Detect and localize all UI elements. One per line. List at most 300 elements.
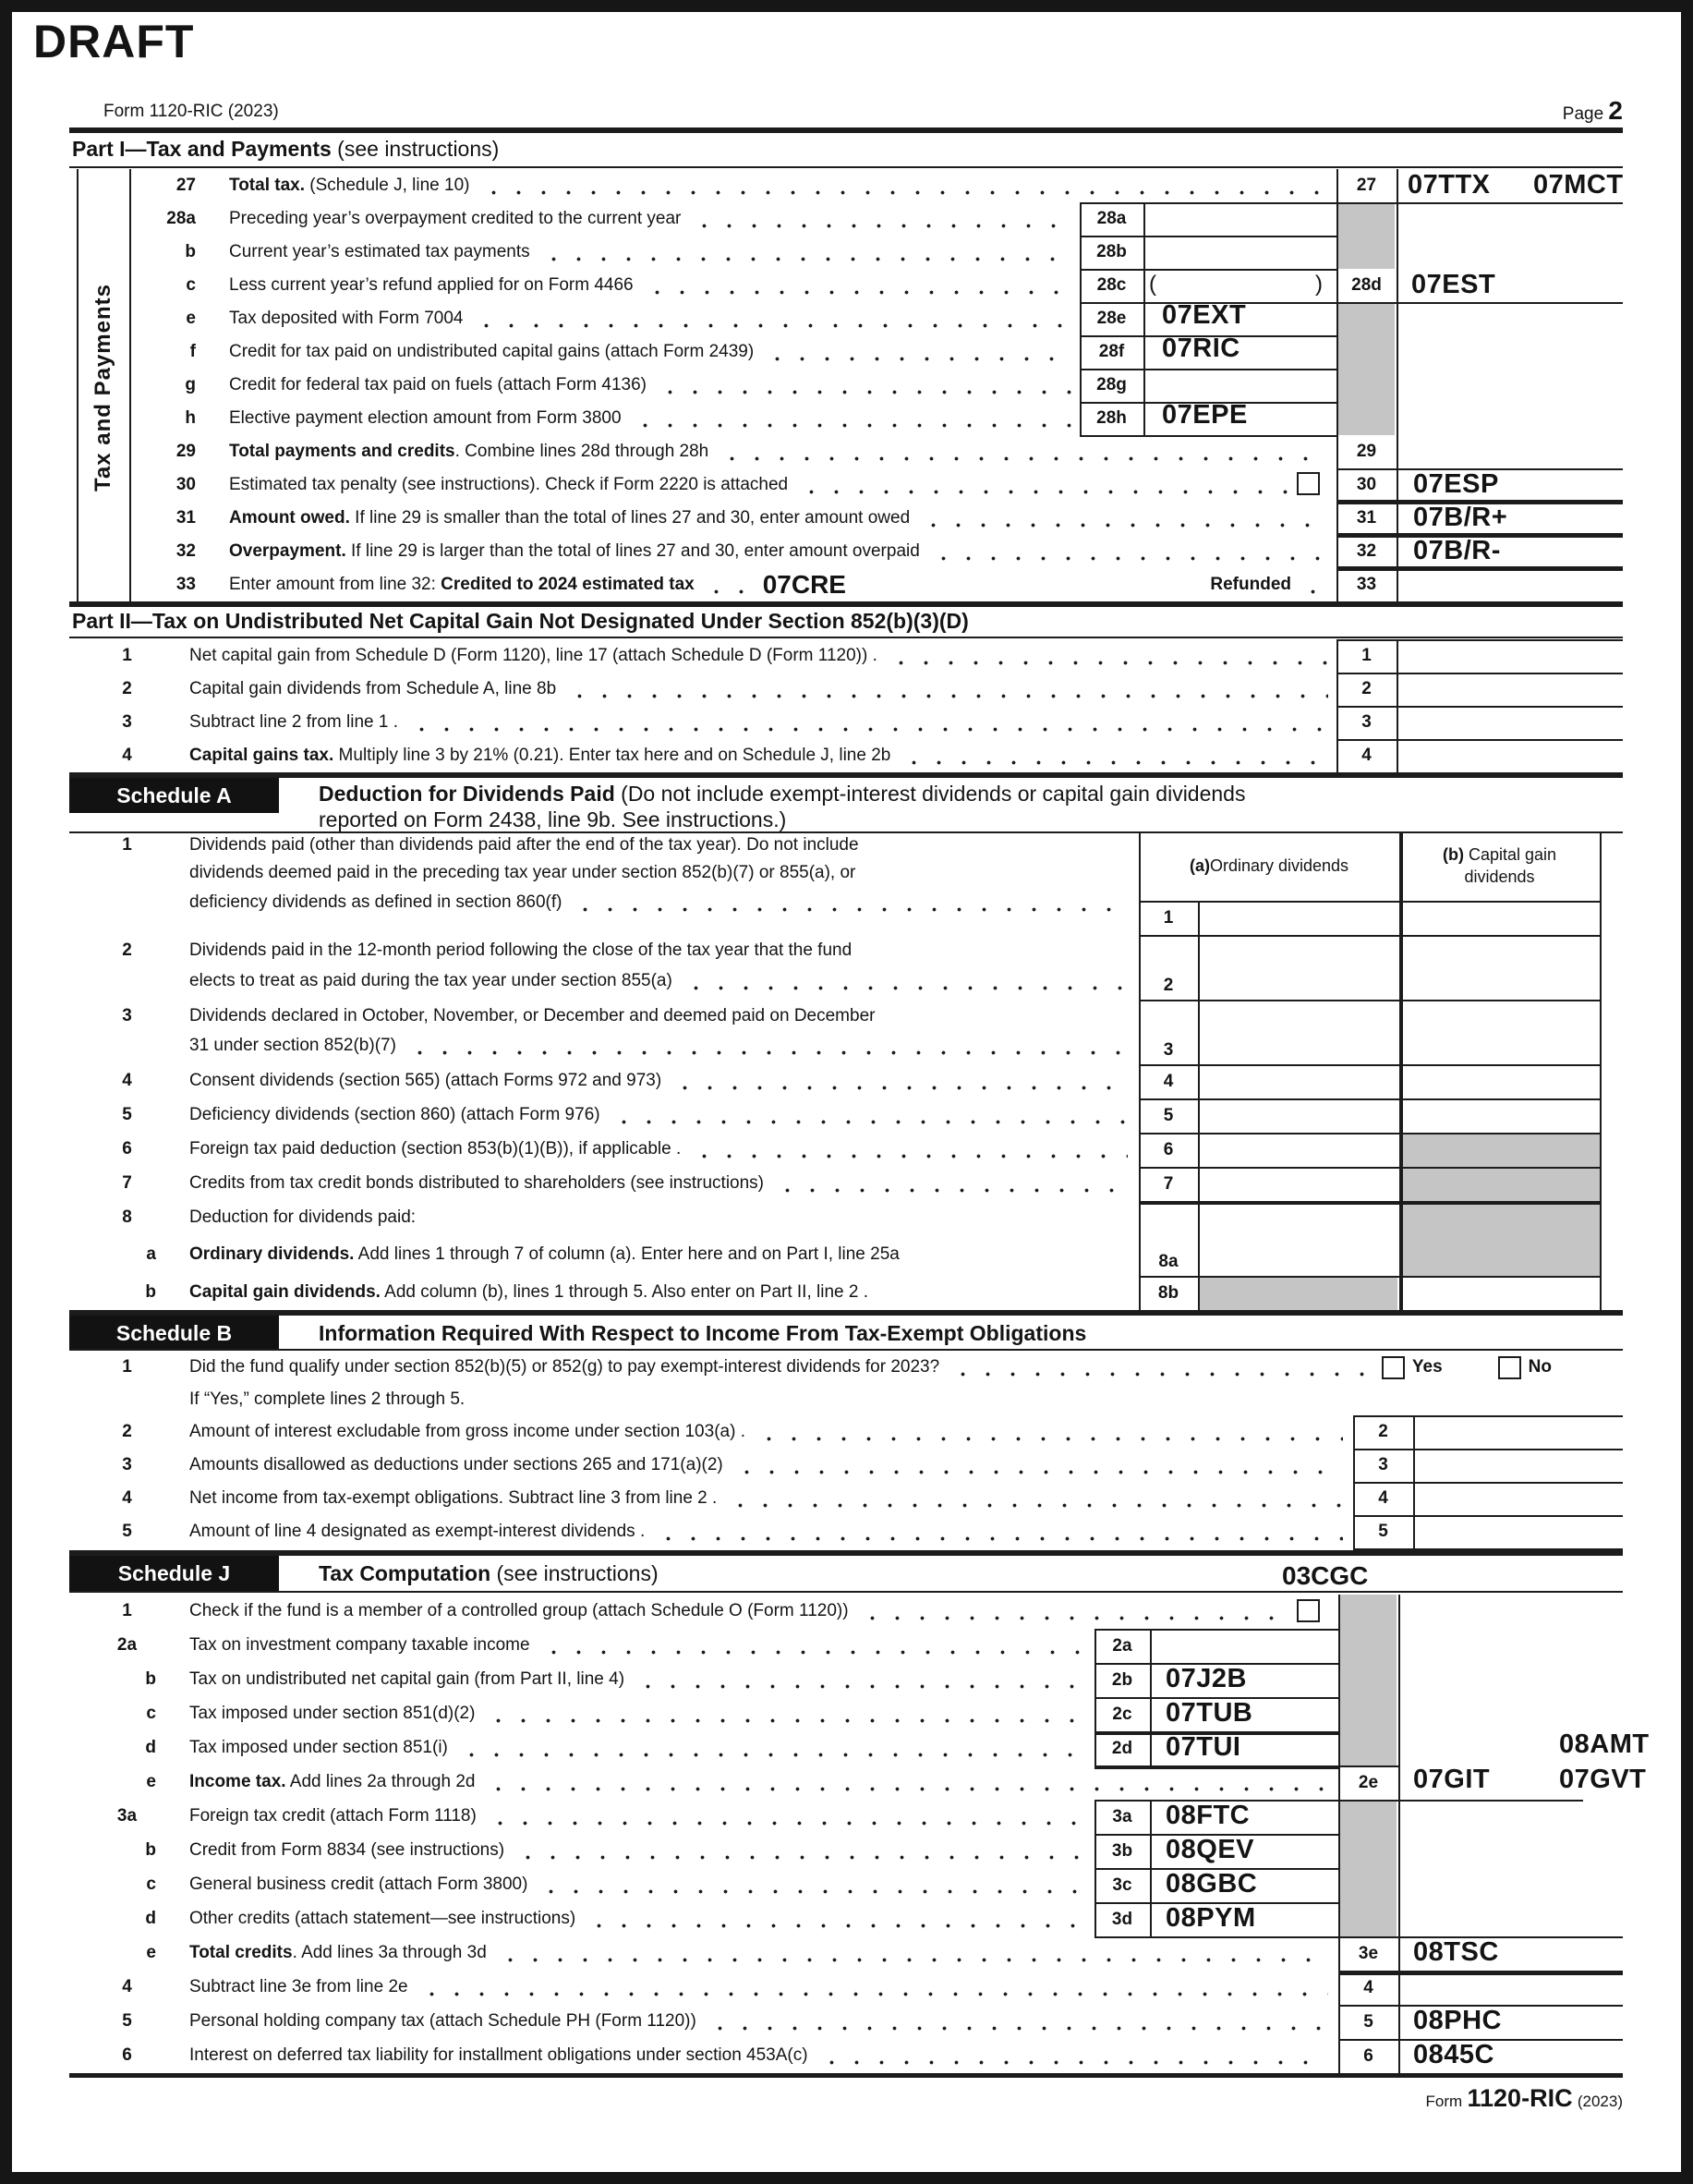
- code-08ftc: 08FTC: [1166, 1801, 1251, 1830]
- line-label: Tax imposed under section 851(i): [189, 1738, 448, 1757]
- dot-leader: [515, 1855, 1084, 1860]
- part1-row-32: [139, 535, 1332, 568]
- line-number: 5: [122, 2011, 132, 2031]
- schedA-row-8a: [92, 1238, 1131, 1271]
- box-label-p2-1: 1: [1361, 646, 1372, 665]
- code-07ric: 07RIC: [1162, 334, 1240, 363]
- schedA-row-3-line2: [189, 1032, 1131, 1060]
- code-07esp: 07ESP: [1413, 469, 1499, 499]
- schedJ-row-2a: [92, 1629, 1088, 1662]
- line-number: g: [185, 375, 196, 394]
- line-number: 28a: [166, 209, 196, 228]
- schedJ-row-3c: [92, 1868, 1088, 1901]
- line-label-bold: Overpayment.: [229, 541, 346, 561]
- dot-leader: [407, 1050, 1128, 1055]
- schedule-j-title-bold: Tax Computation: [319, 1561, 491, 1585]
- line-number: 2: [122, 679, 132, 698]
- schedule-a-title-line2: reported on Form 2438, line 9b. See instructions.): [319, 807, 787, 831]
- code-07gvt: 07GVT: [1559, 1765, 1647, 1794]
- line-number: c: [146, 1704, 156, 1723]
- amount-field-28g[interactable]: [1145, 370, 1335, 400]
- dot-leader: [573, 907, 1128, 912]
- no-label: No: [1528, 1357, 1552, 1377]
- line-number: 1: [122, 646, 132, 665]
- part1-sidebar-label: Tax and Payments: [91, 284, 115, 492]
- code-07epe: 07EPE: [1162, 400, 1248, 430]
- part2-row-4: [92, 739, 1332, 772]
- line-label-pre: Enter amount from line 32:: [229, 575, 441, 594]
- divider-line: [69, 601, 1623, 607]
- schedule-j-badge: Schedule J: [69, 1556, 279, 1591]
- dot-leader: [538, 1889, 1084, 1894]
- amount-field-a2b[interactable]: [1401, 967, 1598, 998]
- amount-field-a1b[interactable]: [1401, 903, 1598, 933]
- dot-leader: [704, 589, 759, 594]
- box-label-a6: 6: [1163, 1139, 1174, 1159]
- line-number: 4: [122, 746, 132, 765]
- box-label-a5: 5: [1163, 1105, 1174, 1125]
- amount-field-j4[interactable]: [1400, 1972, 1620, 2003]
- line-label: Deficiency dividends (section 860) (attach Form 976): [189, 1105, 600, 1124]
- box-label-a1: 1: [1163, 907, 1174, 928]
- line-number: 3: [122, 712, 132, 732]
- dot-leader: [541, 257, 1072, 261]
- dot-leader: [819, 2060, 1328, 2065]
- amount-field-b5[interactable]: [1415, 1517, 1620, 1547]
- dot-leader: [901, 760, 1328, 765]
- box-label-33: 33: [1356, 575, 1377, 594]
- line-label-bold: Total payments and credits: [229, 442, 455, 461]
- schedule-a-title: [319, 782, 1245, 807]
- line-label: Credit from Form 8834 (see instructions): [189, 1840, 505, 1860]
- line-number: b: [145, 1282, 156, 1302]
- dot-leader: [541, 1650, 1084, 1655]
- line-number: 1: [122, 835, 132, 855]
- dot-leader: [775, 1188, 1128, 1193]
- schedA-row-3-line1: [92, 1002, 1131, 1030]
- box-label-28a: 28a: [1096, 209, 1127, 228]
- schedA-row-7: [92, 1167, 1131, 1200]
- line-number: 31: [175, 508, 196, 528]
- dot-leader: [921, 523, 1328, 528]
- line-label: 31 under section 852(b)(7): [189, 1036, 396, 1055]
- line-label-bold: Capital gains tax.: [189, 746, 334, 765]
- part1-row-28b: [139, 236, 1076, 269]
- schedB-row-4: [92, 1482, 1347, 1515]
- line-label: [189, 1282, 868, 1303]
- schedule-j-title: [319, 1561, 659, 1586]
- code-07cre: 07CRE: [762, 570, 846, 599]
- line-label: [229, 575, 695, 595]
- schedule-b-badge: Schedule B: [69, 1316, 279, 1351]
- line-number: 4: [122, 1488, 132, 1508]
- dot-leader: [765, 357, 1072, 361]
- amount-field-28b[interactable]: [1145, 237, 1335, 267]
- line-label-bold: Income tax.: [189, 1772, 286, 1791]
- line-label-bold: Total tax.: [229, 176, 305, 195]
- part1-row-33: [139, 568, 1332, 601]
- draft-watermark: DRAFT: [33, 16, 195, 67]
- col-a-header-bold: (a): [1189, 856, 1210, 875]
- line-number: c: [186, 275, 196, 295]
- divider-line: [1336, 302, 1623, 304]
- amount-field-b2[interactable]: [1415, 1417, 1620, 1447]
- box-label-a4: 4: [1163, 1071, 1174, 1091]
- divider-line: [69, 772, 1623, 778]
- line-label: Credits from tax credit bonds distributed to shareholders (see instructions): [189, 1173, 764, 1193]
- line-label: Net income from tax-exempt obligations. Subtract line 3 from line 2 .: [189, 1488, 718, 1508]
- schedJ-row-3a: [92, 1800, 1088, 1833]
- line-number: 5: [122, 1522, 132, 1541]
- box-label-j3c: 3c: [1112, 1875, 1132, 1895]
- divider-line: [69, 2073, 1623, 2078]
- amount-field-a5a[interactable]: [1200, 1100, 1397, 1131]
- divider-line: [69, 1591, 1623, 1593]
- code-08gbc: 08GBC: [1166, 1869, 1258, 1899]
- col-a-header: [1139, 831, 1399, 901]
- amount-field-a5b[interactable]: [1401, 1100, 1598, 1131]
- box-label-j4: 4: [1363, 1977, 1373, 1997]
- refunded-label: Refunded: [1210, 575, 1291, 594]
- line-label: Deduction for dividends paid:: [189, 1207, 417, 1227]
- schedA-row-8b: [92, 1276, 1131, 1309]
- dot-leader: [683, 986, 1128, 990]
- line-label-bold: Amount owed.: [229, 508, 350, 528]
- line-number: 1: [122, 1601, 132, 1620]
- line-number: h: [185, 408, 196, 428]
- schedJ-row-2d: [92, 1731, 1088, 1765]
- line-number: 5: [122, 1105, 132, 1124]
- box-label-j5: 5: [1363, 2011, 1373, 2032]
- dot-leader: [860, 1616, 1285, 1620]
- dot-leader: [498, 1958, 1328, 1962]
- dot-leader: [734, 1470, 1343, 1474]
- code-07br-minus: 07B/R-: [1413, 536, 1501, 565]
- line-label: Dividends paid in the 12-month period following the close of the tax year that the fund: [189, 940, 853, 960]
- box-label-p2-4: 4: [1361, 746, 1372, 765]
- box-label-j3d: 3d: [1111, 1909, 1133, 1929]
- part1-row-30: [139, 468, 1293, 502]
- box-label-a3: 3: [1163, 1040, 1174, 1060]
- line-number: b: [145, 1840, 156, 1860]
- amount-field-a8b[interactable]: [1401, 1278, 1598, 1308]
- line-number: 33: [175, 575, 196, 594]
- code-08phc: 08PHC: [1413, 2006, 1502, 2035]
- line-label: [189, 746, 890, 766]
- page-footer: [1108, 2084, 1623, 2113]
- schedA-row-4: [92, 1064, 1131, 1098]
- box-label-28d: 28d: [1351, 275, 1382, 295]
- schedJ-row-6: [92, 2039, 1332, 2072]
- amount-field-j2a[interactable]: [1152, 1631, 1336, 1661]
- line-label: Interest on deferred tax liability for installment obligations under section 453A(c): [189, 2045, 808, 2065]
- dot-leader: [658, 390, 1072, 394]
- line-number: 3: [122, 1455, 132, 1474]
- part1-row-29: [139, 435, 1332, 468]
- dot-leader: [611, 1120, 1128, 1124]
- amount-field-p2-4[interactable]: [1398, 741, 1620, 770]
- no-checkbox[interactable]: [1498, 1356, 1521, 1379]
- line-number: 27: [175, 176, 196, 195]
- schedJ-row-5: [92, 2005, 1332, 2038]
- schedJ-row-3d: [92, 1902, 1088, 1935]
- dot-leader: [720, 456, 1328, 461]
- divider-line: [77, 169, 79, 601]
- dot-leader: [889, 661, 1328, 665]
- box-label-a8b: 8b: [1157, 1282, 1179, 1303]
- code-07br-plus: 07B/R+: [1413, 503, 1508, 532]
- line-label-rest: If line 29 is larger than the total of lines 27 and 30, enter amount overpaid: [345, 541, 920, 561]
- line-label-rest: Add lines 1 through 7 of column (a). Enter here and on Part I, line 25a: [354, 1244, 900, 1264]
- box-label-28e: 28e: [1096, 309, 1127, 328]
- box-label-b4: 4: [1378, 1488, 1388, 1508]
- paren-open: (: [1149, 272, 1156, 297]
- line-label-rest: . Add lines 3a through 3d: [292, 1943, 487, 1962]
- code-08pym: 08PYM: [1166, 1903, 1256, 1933]
- schedJ-row-3e: [92, 1936, 1332, 1970]
- line-number: b: [145, 1669, 156, 1689]
- col-b-header: [1399, 831, 1600, 901]
- box-label-b3: 3: [1378, 1455, 1388, 1474]
- box-label-p2-2: 2: [1361, 679, 1372, 698]
- line-label: Check if the fund is a member of a controlled group (attach Schedule O (Form 1120)): [189, 1601, 849, 1620]
- divider-line: [69, 637, 1623, 638]
- line-number: 32: [175, 541, 196, 561]
- line-label: Preceding year’s overpayment credited to the current year: [229, 209, 682, 228]
- yes-checkbox[interactable]: [1382, 1356, 1405, 1379]
- amount-field-a4a[interactable]: [1200, 1066, 1397, 1097]
- line-label: Dividends paid (other than dividends paid after the end of the tax year). Do not include: [189, 835, 859, 855]
- line-label: Other credits (attach statement—see instructions): [189, 1909, 576, 1928]
- box-label-27: 27: [1356, 176, 1377, 195]
- amount-field-28c[interactable]: [1145, 271, 1335, 300]
- schedJ-row-2b: [92, 1663, 1088, 1696]
- line-number: 30: [175, 475, 196, 494]
- part1-row-28e: [139, 302, 1076, 335]
- line-label: Tax deposited with Form 7004: [229, 309, 464, 328]
- divider-line: [69, 1550, 1623, 1556]
- schedA-row-2-line1: [92, 937, 1131, 965]
- amount-field-b4[interactable]: [1415, 1484, 1620, 1513]
- shaded-cell: [1338, 302, 1395, 435]
- divider-line: [69, 1310, 1623, 1316]
- code-0845c: 0845C: [1413, 2040, 1494, 2069]
- line-label: Tax on investment company taxable income: [189, 1635, 530, 1655]
- line-number: 4: [122, 1977, 132, 1996]
- line-label: Elective payment election amount from Form 3800: [229, 408, 622, 428]
- col-b-header-line2: dividends: [1464, 867, 1535, 886]
- shaded-cell: [1200, 1276, 1397, 1310]
- line-label: Net capital gain from Schedule D (Form 1120), line 17 (attach Schedule D (Form 1120)) .: [189, 646, 877, 665]
- part2-row-2: [92, 673, 1332, 706]
- dot-leader: [459, 1753, 1084, 1757]
- dot-leader: [931, 556, 1328, 561]
- schedule-j-title-rest: (see instructions): [490, 1561, 659, 1585]
- dot-leader: [707, 2026, 1328, 2031]
- amount-field-p2-3[interactable]: [1398, 708, 1620, 737]
- line-number: 2a: [116, 1635, 138, 1655]
- amount-field-a3a[interactable]: [1200, 1032, 1397, 1062]
- line-number: 7: [122, 1173, 132, 1193]
- box-label-j2a: 2a: [1112, 1635, 1132, 1656]
- line-label-rest: . Combine lines 28d through 28h: [454, 442, 709, 461]
- controlled-group-checkbox[interactable]: [1297, 1599, 1320, 1622]
- line-label-rest: Add lines 2a through 2d: [285, 1772, 476, 1791]
- line-label-bold: Credited to 2024 estimated tax: [441, 575, 695, 594]
- amount-field-a8a[interactable]: [1200, 1238, 1397, 1274]
- line-label: [189, 1943, 487, 1963]
- line-number: e: [146, 1772, 156, 1791]
- box-label-j3a: 3a: [1112, 1806, 1132, 1826]
- dot-leader: [728, 1503, 1343, 1508]
- box-label-29: 29: [1356, 442, 1377, 461]
- amount-field-p2-1[interactable]: [1398, 641, 1620, 671]
- page-label: Page: [1562, 104, 1604, 124]
- dot-leader: [633, 423, 1072, 428]
- dot-leader: [486, 1787, 1328, 1791]
- col-a-header-rest: Ordinary dividends: [1209, 856, 1349, 875]
- schedA-row-6: [92, 1133, 1131, 1166]
- line-label: Did the fund qualify under section 852(b)(5) or 852(g) to pay exempt-interest dividends for 2023?: [189, 1357, 940, 1377]
- line-label: [189, 1244, 900, 1265]
- part1-row-31: [139, 502, 1332, 535]
- part1-heading-title: Part I—Tax and Payments: [72, 137, 332, 161]
- amount-field-b3[interactable]: [1415, 1450, 1620, 1480]
- box-label-28b: 28b: [1096, 242, 1127, 261]
- schedA-row-8: [92, 1201, 1131, 1234]
- divider-line: [129, 169, 131, 601]
- code-07git: 07GIT: [1413, 1765, 1491, 1794]
- line-label: Subtract line 2 from line 1 .: [189, 712, 398, 732]
- line-number: f: [189, 342, 196, 361]
- code-07tub: 07TUB: [1166, 1698, 1253, 1728]
- box-label-30: 30: [1356, 475, 1377, 494]
- col-b-header-line1: [1443, 844, 1556, 866]
- part2-heading: Part II—Tax on Undistributed Net Capital Gain Not Designated Under Section 852(b)(3)(D): [72, 609, 969, 633]
- divider-line: [1336, 202, 1623, 204]
- line-label-rest: If line 29 is smaller than the total of lines 27 and 30, enter amount owed: [349, 508, 911, 528]
- box-label-j2d: 2d: [1111, 1738, 1133, 1758]
- line-label-rest: Multiply line 3 by 21% (0.21). Enter tax here and on Schedule J, line 2b: [333, 746, 891, 765]
- code-07j2b: 07J2B: [1166, 1664, 1247, 1693]
- box-label-p2-3: 3: [1361, 712, 1372, 732]
- line-label: General business credit (attach Form 3800): [189, 1875, 528, 1894]
- box-label-b2: 2: [1378, 1422, 1388, 1441]
- box-label-31: 31: [1356, 508, 1377, 528]
- box-label-28h: 28h: [1096, 408, 1127, 428]
- dot-leader: [672, 1086, 1128, 1090]
- line-label: Tax imposed under section 851(d)(2): [189, 1704, 476, 1723]
- page-number: 2: [1608, 96, 1623, 125]
- line-label: Estimated tax penalty (see instructions). Check if Form 2220 is attached: [229, 475, 789, 494]
- amount-field-29[interactable]: [1398, 437, 1620, 467]
- schedule-b-title: Information Required With Respect to Income From Tax-Exempt Obligations: [319, 1321, 1087, 1345]
- paren-close: ): [1315, 272, 1323, 297]
- amount-field-28a[interactable]: [1145, 204, 1335, 234]
- dot-leader: [635, 1684, 1084, 1689]
- dot-leader: [474, 323, 1072, 328]
- shaded-cell: [1340, 1800, 1397, 1936]
- line-number: 8: [122, 1207, 132, 1227]
- schedB-row-3: [92, 1449, 1347, 1482]
- schedJ-row-4: [92, 1971, 1332, 2004]
- dot-leader: [756, 1437, 1343, 1441]
- line-label: Tax on undistributed net capital gain (from Part II, line 4): [189, 1669, 625, 1689]
- shaded-cell: [1338, 202, 1395, 269]
- line-label-rest: Add column (b), lines 1 through 5. Also enter on Part II, line 2 .: [380, 1282, 868, 1302]
- amount-field-p2-2[interactable]: [1398, 674, 1620, 704]
- shaded-cell: [1340, 1595, 1397, 1765]
- col-b-header-bold: (b): [1442, 845, 1464, 865]
- amount-field-a7a[interactable]: [1200, 1169, 1397, 1199]
- schedB-row-5: [92, 1515, 1347, 1548]
- divider-line: [1139, 935, 1602, 937]
- line-number: 4: [122, 1071, 132, 1090]
- schedA-row-1-line3: [189, 889, 1131, 916]
- box-label-32: 32: [1356, 541, 1377, 561]
- line-number: 29: [175, 442, 196, 461]
- amount-field-33[interactable]: [1398, 570, 1620, 600]
- line-number: e: [186, 309, 196, 328]
- code-07ext: 07EXT: [1162, 300, 1247, 330]
- line-label: Consent dividends (section 565) (attach Forms 972 and 973): [189, 1071, 662, 1090]
- line-label: elects to treat as paid during the tax year under section 855(a): [189, 971, 672, 990]
- footer-year: (2023): [1577, 2093, 1623, 2110]
- line-number: d: [145, 1909, 156, 1928]
- line-label: Personal holding company tax (attach Schedule PH (Form 1120)): [189, 2011, 696, 2031]
- box-label-a7: 7: [1163, 1173, 1174, 1194]
- line-label: [229, 442, 708, 462]
- amount-field-a6a[interactable]: [1200, 1134, 1397, 1165]
- part1-row-28c: [139, 269, 1076, 302]
- box-label-j3b: 3b: [1111, 1840, 1133, 1861]
- box-label-28f: 28f: [1098, 342, 1125, 361]
- page-indicator: [1496, 96, 1623, 126]
- amount-field-a1a[interactable]: [1200, 903, 1397, 933]
- dot-leader: [692, 1154, 1128, 1159]
- dot-leader: [419, 1992, 1328, 1996]
- line-number: 3: [122, 1006, 132, 1025]
- dot-leader: [567, 694, 1328, 698]
- form2220-checkbox[interactable]: [1297, 472, 1320, 495]
- line-label: Amount of line 4 designated as exempt-interest dividends .: [189, 1522, 646, 1541]
- part1-row-28a: [139, 202, 1076, 236]
- line-number: a: [146, 1244, 156, 1264]
- line-label: [229, 508, 910, 528]
- line-number: e: [146, 1943, 156, 1962]
- schedA-row-1-line1: [92, 831, 1131, 859]
- schedule-a-title-bold: Deduction for Dividends Paid: [319, 782, 615, 806]
- schedJ-row-3b: [92, 1834, 1088, 1867]
- code-07mct: 07MCT: [1533, 170, 1624, 200]
- form-number: Form 1120-RIC (2023): [103, 102, 279, 121]
- line-label-bold: Total credits: [189, 1943, 293, 1962]
- box-label-j2c: 2c: [1112, 1704, 1132, 1724]
- box-label-j2b: 2b: [1111, 1669, 1133, 1690]
- schedule-a-badge: Schedule A: [69, 778, 279, 813]
- divider-line: [1139, 1000, 1602, 1001]
- amount-field-a3b[interactable]: [1401, 1032, 1598, 1062]
- amount-field-a4b[interactable]: [1401, 1066, 1598, 1097]
- part2-row-3: [92, 706, 1332, 739]
- line-label-bold: Ordinary dividends.: [189, 1244, 355, 1264]
- line-label: [229, 176, 470, 196]
- line-number: 2: [122, 1422, 132, 1441]
- schedJ-row-2e: [92, 1765, 1332, 1799]
- code-07tui: 07TUI: [1166, 1732, 1241, 1762]
- divider-line: [1139, 1201, 1602, 1205]
- amount-field-a2a[interactable]: [1200, 967, 1397, 998]
